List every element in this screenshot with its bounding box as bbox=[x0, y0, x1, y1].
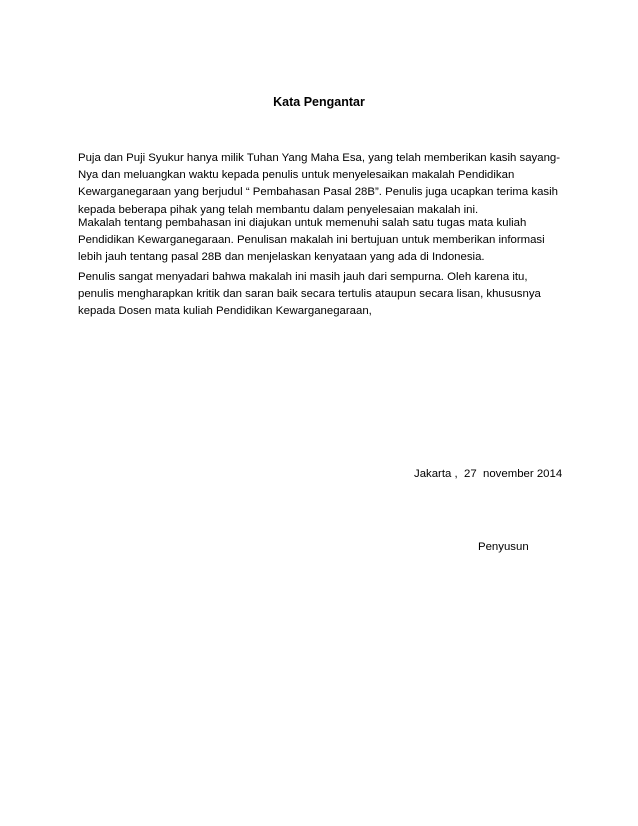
paragraph-line: Kewarganegaraan yang berjudul “ Pembahasan Pasal 28B”. Penulis juga ucapkan terima kasih bbox=[78, 186, 558, 199]
signer-label: Penyusun bbox=[478, 541, 529, 553]
paragraph-line: Pendidikan Kewarganegaraan. Penulisan makalah ini bertujuan untuk memberikan informasi bbox=[78, 234, 545, 247]
paragraph-line: Penulis sangat menyadari bahwa makalah ini masih jauh dari sempurna. Oleh karena itu, bbox=[78, 271, 528, 283]
paragraph-line: kepada beberapa pihak yang telah membantu dalam penyelesaian makalah ini. bbox=[78, 203, 479, 216]
paragraph-line: Puja dan Puji Syukur hanya milik Tuhan Yang Maha Esa, yang telah memberikan kasih sayang- bbox=[78, 152, 561, 164]
paragraph-line: penulis mengharapkan kritik dan saran baik secara tertulis ataupun secara lisan, khususnya bbox=[78, 288, 541, 301]
paragraph-line: kepada Dosen mata kuliah Pendidikan Kewarganegaraan, bbox=[78, 305, 372, 318]
place-date: Jakarta , 27 november 2014 bbox=[414, 468, 563, 480]
paragraph-2 bbox=[78, 215, 568, 267]
page-title: Kata Pengantar bbox=[273, 95, 365, 109]
paragraph-line: Nya dan meluangkan waktu kepada penulis untuk menyelesaikan makalah Pendidikan bbox=[78, 169, 515, 182]
paragraph-line: lebih jauh tentang pasal 28B dan menjelaskan kenyataan yang ada di Indonesia. bbox=[78, 251, 485, 264]
paragraph-1 bbox=[78, 150, 568, 219]
paragraph-line: Makalah tentang pembahasan ini diajukan untuk memenuhi salah satu tugas mata kuliah bbox=[78, 217, 527, 229]
paragraph-3 bbox=[78, 269, 568, 321]
